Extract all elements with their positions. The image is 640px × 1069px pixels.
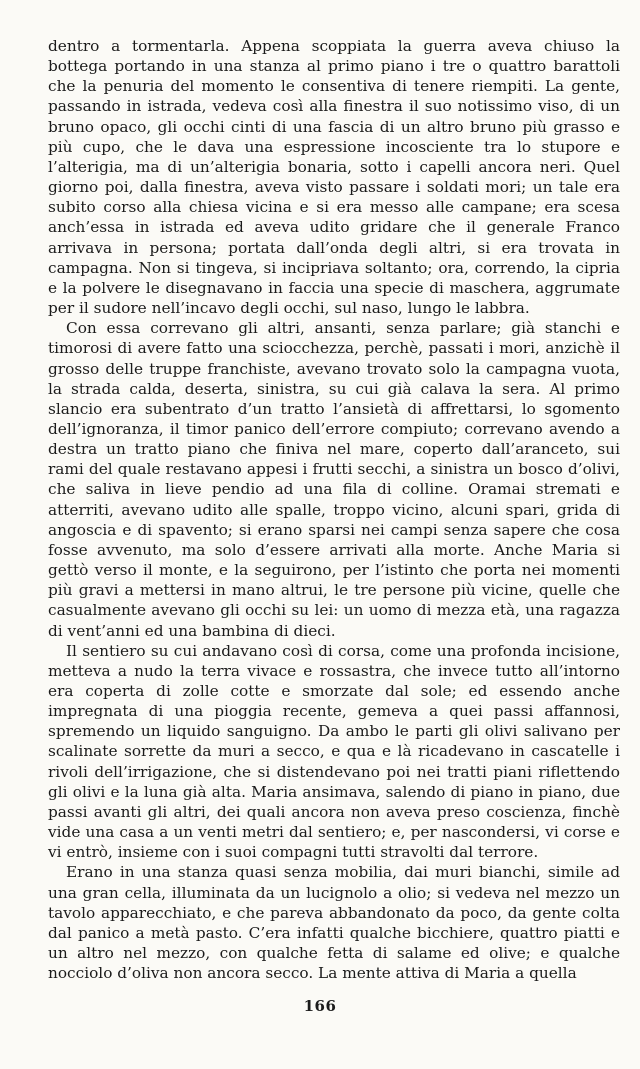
page-number: 166 <box>303 997 337 1015</box>
body-text <box>48 36 620 983</box>
paragraph-1: dentro a tormentarla. Appena scoppiata la guerra aveva chiuso la bottega portando in una stanza al primo piano i tre o quattro barattoli che la penuria del momento le consentiva di tenere riempiti. La gente, passando in istrada, vedeva così alla finestra il suo notissimo viso, di un bruno opaco, gli occhi cinti di una fascia di un altro bruno più grasso e più cupo, che le dava una espressione incosciente tra lo stupore e l’alterigia, ma di un’alterigia bonaria, sotto i capelli ancora neri. Quel giorno poi, dalla finestra, aveva visto passare i soldati mori; un tale era subito corso alla chiesa vicina e si era messo alle campane; era scesa anch’essa in istrada ed aveva udito gridare che il generale Franco arrivava in persona; portata dall’onda degli altri, si era trovata in campagna. Non si tingeva, si incipriava soltanto; ora, correndo, la cipria e la polvere le disegnavano in faccia una specie di maschera, aggrumate per il sudore nell’incavo degli occhi, sul naso, lungo le labbra. <box>48 37 620 318</box>
paragraph-2: Con essa correvano gli altri, ansanti, senza parlare; già stanchi e timorosi di avere fatto una sciocchezza, perchè, passati i mori, anzichè il grosso delle truppe franchiste, avevano trovato solo la campagna vuota, la strada calda, deserta, sinistra, su cui già calava la sera. Al primo slancio era subentrato d’un tratto l’ansietà di affrettarsi, lo sgomento dell’ignoranza, il timor panico dell’errore compiuto; correvano avendo a destra un tratto piano che finiva nel mare, coperto dall’aranceto, sui rami del quale restavano appesi i frutti secchi, a sinistra un bosco d’olivi, che saliva in lieve pendio ad una fila di colline. Oramai stremati e atterriti, avevano udito alle spalle, troppo vicino, alcuni spari, grida di angoscia e di spavento; si erano sparsi nei campi senza sapere che cosa fosse avvenuto, ma solo d’essere arrivati alla morte. Anche Maria si gettò verso il monte, e la seguirono, per l’istinto che porta nei momenti più gravi a mettersi in mano altrui, le tre persone più vicine, quelle che casualmente avevano gli occhi su lei: un uomo di mezza età, una ragazza di vent’anni ed una bambina di dieci. <box>48 319 620 640</box>
paragraph-3: Il sentiero su cui andavano così di corsa, come una profonda incisione, metteva a nudo la terra vivace e rossastra, che invece tutto all’intorno era coperta di zolle cotte e smorzate dal sole; ed essendo anche impregnata di una pioggia recente, gemeva a quei passi affannosi, spremendo un liquido sanguigno. Da ambo le parti gli olivi salivano per scalinate sorrette da muri a secco, e qua e là ricadevano in cascatelle i rivoli dell’irrigazione, che si distendevano poi nei tratti piani riflettendo gli olivi e la luna già alta. Maria ansimava, salendo di piano in piano, due passi avanti gli altri, dei quali ancora non aveva preso coscienza, finchè vide una casa a un venti metri dal sentiero; e, per nascondersi, vi corse e vi entrò, insieme con i suoi compagni tutti stravolti dal terrore. <box>48 641 620 862</box>
paragraph-4: Erano in una stanza quasi senza mobilia, dai muri bianchi, simile ad una gran cella, illuminata da un lucignolo a olio; si vedeva nel mezzo un tavolo apparecchiato, e che pareva abbandonato da poco, da gente colta dal panico a metà pasto. C’era infatti qualche bicchiere, quattro piatti e un altro nel mezzo, con qualche fetta di salame ed olive; e qualche nocciolo d’oliva non ancora secco. La mente attiva di Maria a quella <box>48 863 620 983</box>
